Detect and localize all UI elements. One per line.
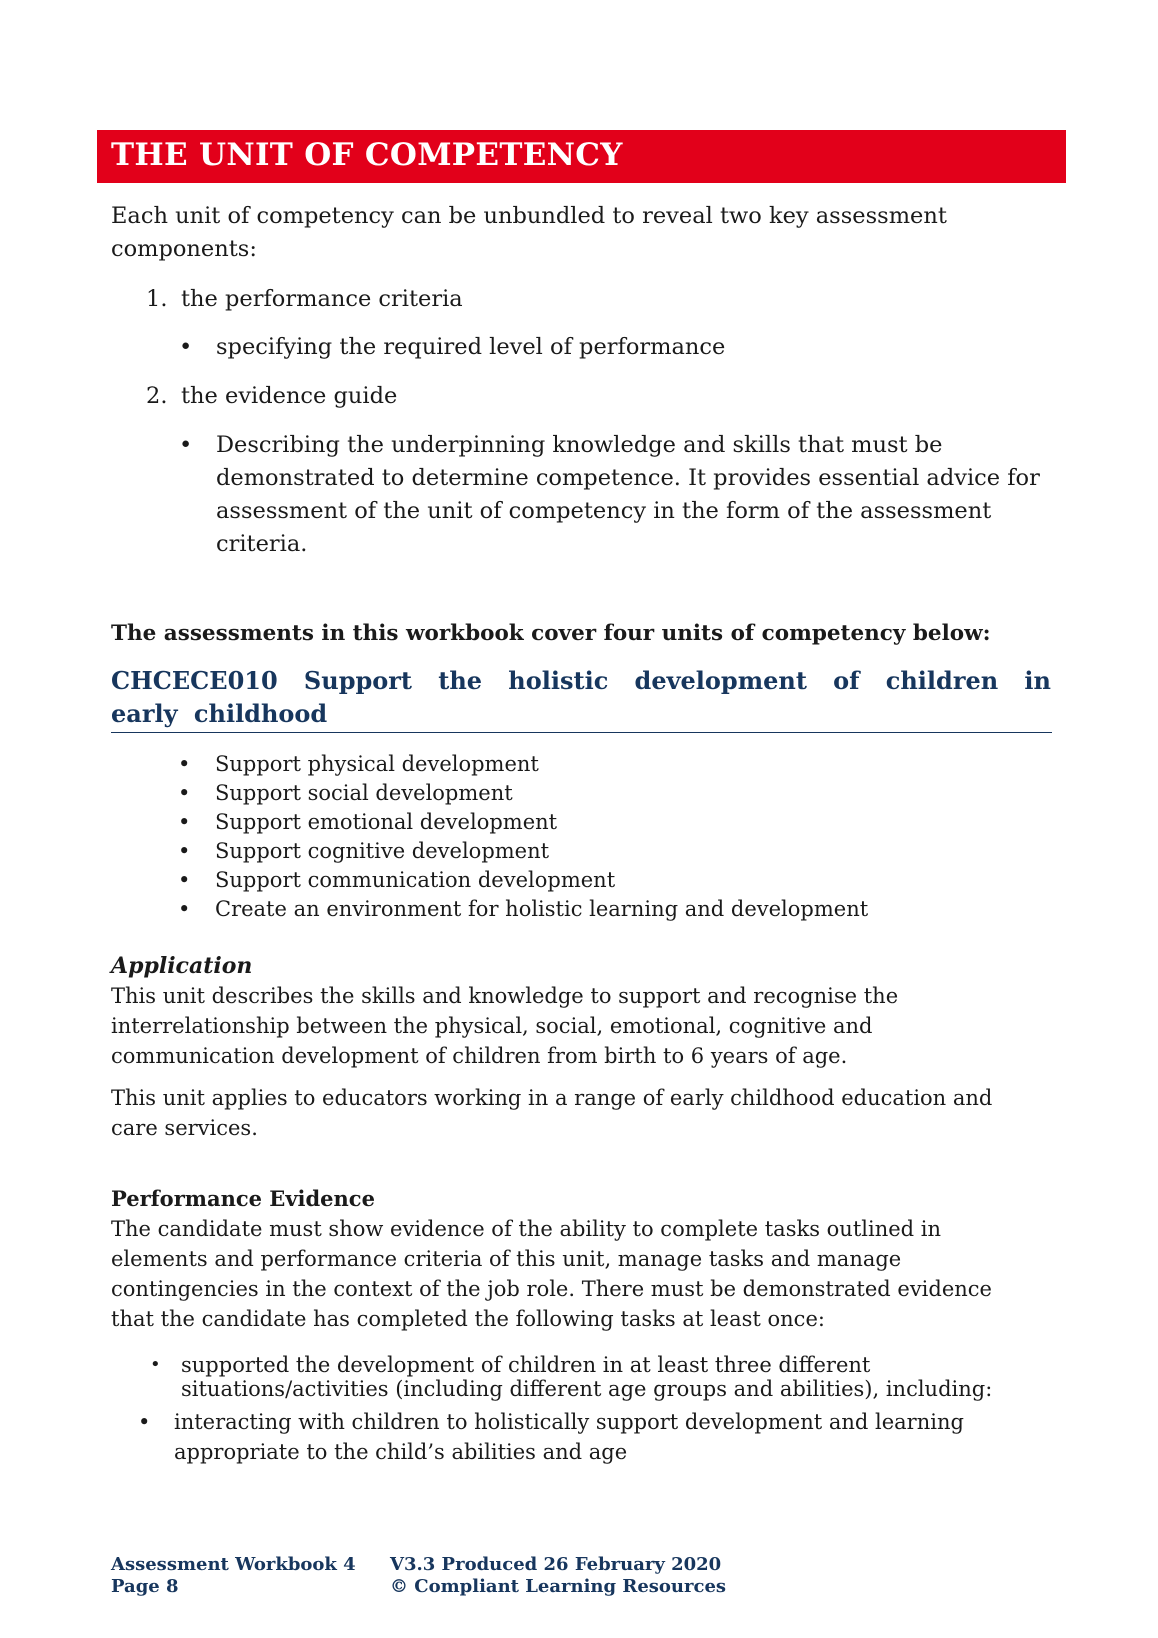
bullet-evidence-description: Describing the underpinning knowledge and skills that must be demonstrated to determine competence. It provides essential advice for assessment of the unit of competency in the form of the assessment criteria. <box>216 432 1040 557</box>
list-item: • Support cognitive development <box>178 839 550 863</box>
performance-bullet-2: interacting with children to holistically support development and learning appropriate to the child’s abilities and age <box>174 1410 964 1464</box>
bullet-dot: • <box>179 432 193 458</box>
performance-paragraph: The candidate must show evidence of the ability to complete tasks outlined in elements and performance criteria of this unit, manage tasks and manage contingencies in the context of the job role. There must be demonstrated evidence that the candidate has completed the following tasks at least once: <box>111 1217 992 1331</box>
application-heading: Application <box>111 953 253 979</box>
bullet-performance-level: specifying the required level of performance <box>216 334 726 360</box>
cover-statement: The assessments in this workbook cover four units of competency below: <box>111 621 991 646</box>
list-item: • Support emotional development <box>178 810 558 834</box>
performance-bullet-1: supported the development of children in at least three different situations/activities (including different age groups and abilities), including: <box>181 1353 993 1401</box>
footer-version: V3.3 Produced 26 February 2020 <box>390 1554 722 1575</box>
unit-heading: CHCECE010 Support the holistic development of children in early childhood <box>111 666 1051 728</box>
section-banner <box>97 130 1066 183</box>
list-item: • Support physical development <box>178 752 539 776</box>
list-item: • Support social development <box>178 781 513 805</box>
application-paragraph-2: This unit applies to educators working in a range of early childhood education and care services. <box>111 1086 993 1140</box>
intro-paragraph: Each unit of competency can be unbundled to reveal two key assessment components: <box>111 203 947 262</box>
bullet-dot: • <box>179 334 193 360</box>
section-title: THE UNIT OF COMPETENCY <box>111 137 623 173</box>
list-item: • Support communication development <box>178 868 616 892</box>
list-item: • Create an environment for holistic learning and development <box>178 897 869 921</box>
heading-divider <box>111 732 1052 733</box>
performance-heading: Performance Evidence <box>111 1186 375 1211</box>
footer-workbook: Assessment Workbook 4 <box>111 1554 356 1575</box>
list-item-evidence-guide: the evidence guide <box>181 383 398 409</box>
footer-copyright: © Compliant Learning Resources <box>390 1576 727 1597</box>
list-item-performance-criteria: the performance criteria <box>181 286 463 312</box>
footer-page-number: Page 8 <box>111 1576 179 1597</box>
bullet-dot: • <box>138 1410 151 1434</box>
bullet-dot: • <box>150 1354 161 1375</box>
list-number-1: 1. <box>146 286 168 312</box>
list-number-2: 2. <box>146 383 168 409</box>
application-paragraph-1: This unit describes the skills and knowledge to support and recognise the interrelationship between the physical, social, emotional, cognitive and communication development of children from birth to 6 years of age. <box>111 984 899 1068</box>
